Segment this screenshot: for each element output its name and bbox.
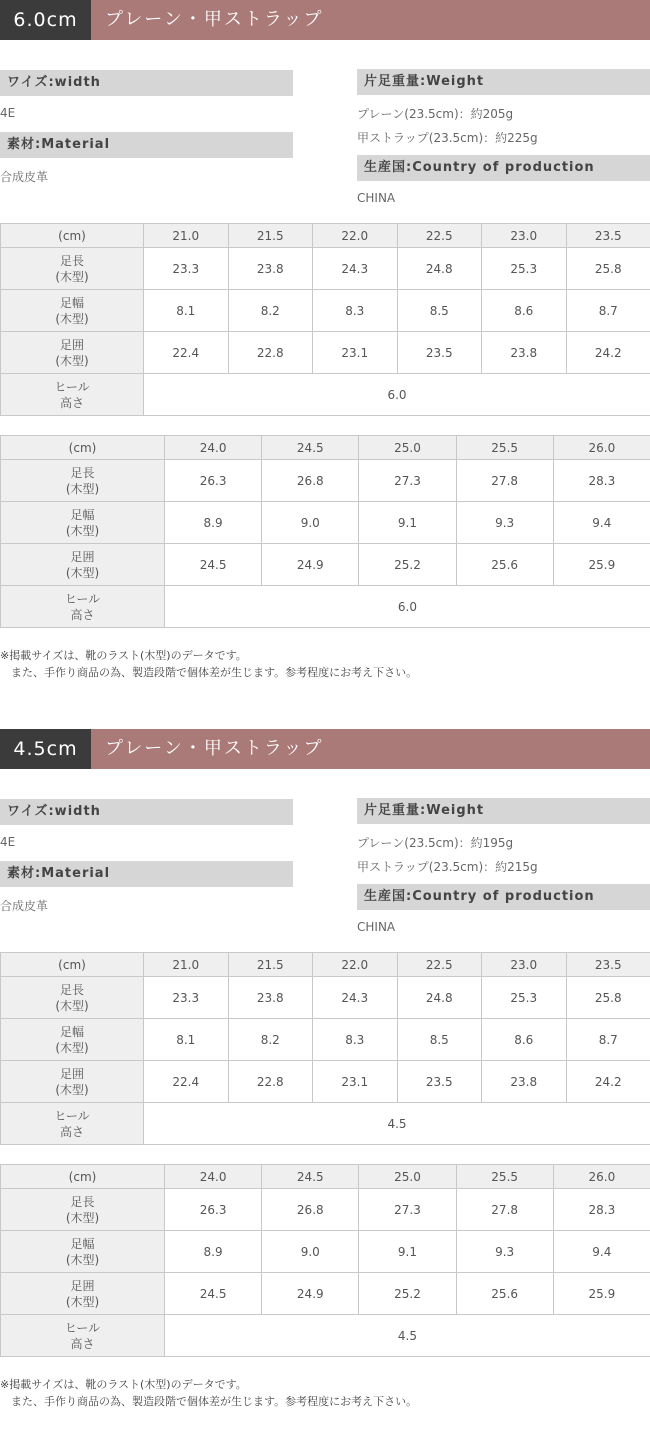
note-line-1: ※掲載サイズは、靴のラスト(木型)のデータです。 (0, 1378, 247, 1391)
foot-girth-value: 25.9 (553, 544, 650, 586)
foot-length-value: 24.3 (313, 248, 398, 290)
size-header: 22.0 (313, 224, 398, 248)
foot-width-row (1, 1019, 650, 1061)
foot-girth-label-line-2: (木型) (55, 353, 89, 368)
size-header: 22.5 (397, 953, 482, 977)
foot-width-row (1, 502, 650, 544)
foot-width-label (1, 502, 165, 544)
heel-height-label-line-2: 高さ (59, 395, 84, 410)
foot-length-value: 25.8 (566, 248, 650, 290)
foot-width-value: 9.1 (359, 502, 456, 544)
table-header-row (1, 1165, 650, 1189)
foot-girth-value: 22.4 (144, 332, 229, 374)
foot-girth-value: 23.5 (397, 1061, 482, 1103)
heel-height-value: 6.0 (144, 374, 650, 416)
width-label: ワイズ:width (0, 799, 293, 825)
section-banner (0, 0, 650, 40)
foot-girth-label-line-2: (木型) (65, 565, 100, 580)
foot-length-value: 24.3 (313, 977, 398, 1019)
unit-header: (cm) (1, 1165, 165, 1189)
size-header: 26.0 (553, 1165, 650, 1189)
foot-length-value: 27.3 (359, 460, 456, 502)
table-header-row (1, 224, 650, 248)
foot-width-value: 9.3 (456, 1231, 553, 1273)
heel-height-value: 4.5 (165, 1315, 650, 1357)
heel-height-row (1, 374, 650, 416)
heel-height-row (1, 1315, 650, 1357)
size-header: 21.5 (228, 953, 313, 977)
foot-width-value: 9.0 (262, 502, 359, 544)
foot-girth-label (1, 332, 144, 374)
foot-length-value: 27.8 (456, 1189, 553, 1231)
country-label: 生産国:Country of production (357, 155, 650, 181)
product-name: プレーン・甲ストラップ (105, 9, 324, 30)
foot-girth-value: 23.1 (313, 1061, 398, 1103)
table-header-row (1, 953, 650, 977)
foot-width-value: 8.6 (482, 290, 567, 332)
foot-width-value: 9.4 (553, 1231, 650, 1273)
heel-height-label-line-1: ヒール (64, 591, 101, 606)
foot-girth-label (1, 1061, 144, 1103)
foot-length-value: 26.8 (262, 460, 359, 502)
weight-label: 片足重量:Weight (357, 69, 650, 95)
foot-length-value: 23.3 (144, 977, 229, 1019)
foot-width-value: 8.7 (566, 290, 650, 332)
foot-length-label-line-2: (木型) (65, 481, 100, 496)
size-header: 21.0 (144, 224, 229, 248)
foot-width-value: 8.9 (165, 1231, 262, 1273)
foot-girth-row (1, 332, 650, 374)
foot-length-value: 23.8 (228, 248, 313, 290)
note-line-2: また、手作り商品の為、製造段階で個体差が生じます。参考程度にお考え下さい。 (0, 1395, 418, 1408)
foot-girth-label-line-1: 足囲 (70, 1278, 95, 1293)
foot-length-value: 25.8 (566, 977, 650, 1019)
foot-length-label (1, 248, 144, 290)
foot-width-value: 8.1 (144, 1019, 229, 1061)
foot-girth-value: 23.8 (482, 332, 567, 374)
width-label: ワイズ:width (0, 70, 293, 96)
heel-height-value: 6.0 (165, 586, 650, 628)
size-header: 21.0 (144, 953, 229, 977)
heel-size-label: 4.5cm (0, 729, 91, 769)
foot-girth-row (1, 1273, 650, 1315)
size-header: 24.5 (262, 436, 359, 460)
foot-width-value: 9.3 (456, 502, 553, 544)
country-label: 生産国:Country of production (357, 884, 650, 910)
foot-girth-label-line-1: 足囲 (70, 549, 95, 564)
size-header: 24.0 (165, 436, 262, 460)
foot-width-label-line-2: (木型) (65, 1252, 100, 1267)
foot-length-label-line-1: 足長 (59, 253, 84, 268)
foot-length-label (1, 977, 144, 1019)
unit-header: (cm) (1, 953, 144, 977)
foot-length-value: 25.3 (482, 977, 567, 1019)
country-value: CHINA (357, 191, 396, 205)
foot-girth-value: 25.6 (456, 544, 553, 586)
unit-header: (cm) (1, 436, 165, 460)
table-header-row (1, 436, 650, 460)
foot-width-value: 8.3 (313, 290, 398, 332)
foot-girth-value: 24.5 (165, 1273, 262, 1315)
foot-girth-value: 25.2 (359, 1273, 456, 1315)
foot-width-value: 8.5 (397, 290, 482, 332)
size-header: 25.5 (456, 1165, 553, 1189)
foot-width-value: 8.2 (228, 1019, 313, 1061)
foot-length-value: 26.3 (165, 1189, 262, 1231)
foot-length-row (1, 460, 650, 502)
foot-length-row (1, 248, 650, 290)
foot-width-label (1, 1019, 144, 1061)
material-value: 合成皮革 (0, 899, 49, 913)
material-label: 素材:Material (0, 861, 293, 887)
foot-girth-value: 23.5 (397, 332, 482, 374)
foot-length-value: 26.8 (262, 1189, 359, 1231)
foot-girth-value: 24.2 (566, 332, 650, 374)
size-table-small (0, 952, 650, 1145)
foot-width-label (1, 290, 144, 332)
size-table-large (0, 435, 650, 628)
weight-strap: 甲ストラップ(23.5cm)：約215g (357, 860, 538, 874)
weight-strap: 甲ストラップ(23.5cm)：約225g (357, 131, 538, 145)
size-table-small (0, 223, 650, 416)
heel-height-label-line-2: 高さ (70, 1336, 95, 1351)
foot-width-value: 8.5 (397, 1019, 482, 1061)
foot-width-label-line-2: (木型) (55, 311, 89, 326)
foot-length-label-line-2: (木型) (65, 1210, 100, 1225)
heel-height-label (1, 586, 165, 628)
size-header: 22.0 (313, 953, 398, 977)
foot-length-value: 28.3 (553, 1189, 650, 1231)
foot-width-label-line-1: 足幅 (70, 507, 95, 522)
foot-girth-label-line-2: (木型) (65, 1294, 100, 1309)
weight-plain: プレーン(23.5cm)：約195g (357, 836, 514, 850)
heel-height-row (1, 1103, 650, 1145)
foot-girth-value: 24.9 (262, 1273, 359, 1315)
size-header: 23.5 (566, 953, 650, 977)
foot-length-label-line-2: (木型) (55, 998, 89, 1013)
foot-length-value: 25.3 (482, 248, 567, 290)
foot-length-value: 28.3 (553, 460, 650, 502)
size-header: 26.0 (553, 436, 650, 460)
heel-height-label (1, 374, 144, 416)
foot-width-label-line-2: (木型) (55, 1040, 89, 1055)
foot-length-value: 23.8 (228, 977, 313, 1019)
material-value: 合成皮革 (0, 170, 49, 184)
size-header: 25.5 (456, 436, 553, 460)
size-header: 24.0 (165, 1165, 262, 1189)
foot-girth-value: 22.4 (144, 1061, 229, 1103)
size-header: 23.5 (566, 224, 650, 248)
foot-width-label-line-2: (木型) (65, 523, 100, 538)
unit-header: (cm) (1, 224, 144, 248)
note-line-2: また、手作り商品の為、製造段階で個体差が生じます。参考程度にお考え下さい。 (0, 666, 418, 679)
size-header: 22.5 (397, 224, 482, 248)
foot-girth-label-line-2: (木型) (55, 1082, 89, 1097)
foot-width-row (1, 1231, 650, 1273)
section-banner (0, 729, 650, 769)
foot-length-row (1, 1189, 650, 1231)
foot-length-value: 26.3 (165, 460, 262, 502)
foot-width-value: 8.2 (228, 290, 313, 332)
size-header: 23.0 (482, 953, 567, 977)
heel-height-label (1, 1103, 144, 1145)
foot-width-value: 8.3 (313, 1019, 398, 1061)
width-value: 4E (0, 835, 16, 849)
size-header: 23.0 (482, 224, 567, 248)
heel-height-label-line-1: ヒール (64, 1320, 101, 1335)
foot-girth-value: 24.5 (165, 544, 262, 586)
foot-length-value: 23.3 (144, 248, 229, 290)
heel-height-label-line-1: ヒール (54, 379, 90, 394)
heel-size-label: 6.0cm (0, 0, 91, 40)
foot-girth-row (1, 1061, 650, 1103)
foot-length-value: 24.8 (397, 977, 482, 1019)
weight-label: 片足重量:Weight (357, 798, 650, 824)
foot-width-label (1, 1231, 165, 1273)
heel-height-label-line-1: ヒール (54, 1108, 90, 1123)
foot-length-label-line-1: 足長 (59, 982, 84, 997)
foot-width-value: 9.0 (262, 1231, 359, 1273)
material-label: 素材:Material (0, 132, 293, 158)
foot-length-label (1, 1189, 165, 1231)
size-header: 24.5 (262, 1165, 359, 1189)
heel-height-label (1, 1315, 165, 1357)
width-value: 4E (0, 106, 16, 120)
heel-height-row (1, 586, 650, 628)
foot-girth-value: 24.2 (566, 1061, 650, 1103)
foot-width-row (1, 290, 650, 332)
foot-length-row (1, 977, 650, 1019)
foot-girth-value: 25.6 (456, 1273, 553, 1315)
foot-girth-value: 22.8 (228, 1061, 313, 1103)
foot-length-label-line-1: 足長 (70, 1194, 95, 1209)
foot-length-value: 24.8 (397, 248, 482, 290)
foot-length-value: 27.3 (359, 1189, 456, 1231)
size-table-large (0, 1164, 650, 1357)
heel-height-label-line-2: 高さ (70, 607, 95, 622)
note-line-1: ※掲載サイズは、靴のラスト(木型)のデータです。 (0, 649, 247, 662)
product-name: プレーン・甲ストラップ (105, 738, 324, 759)
foot-width-value: 9.1 (359, 1231, 456, 1273)
foot-width-value: 8.9 (165, 502, 262, 544)
foot-girth-value: 22.8 (228, 332, 313, 374)
foot-girth-label-line-1: 足囲 (59, 1066, 84, 1081)
size-header: 21.5 (228, 224, 313, 248)
foot-length-label (1, 460, 165, 502)
heel-height-label-line-2: 高さ (59, 1124, 84, 1139)
foot-length-label-line-2: (木型) (55, 269, 89, 284)
heel-height-value: 4.5 (144, 1103, 650, 1145)
country-value: CHINA (357, 920, 396, 934)
foot-girth-value: 24.9 (262, 544, 359, 586)
foot-width-value: 8.1 (144, 290, 229, 332)
size-header: 25.0 (359, 436, 456, 460)
foot-width-value: 8.6 (482, 1019, 567, 1061)
foot-girth-value: 23.8 (482, 1061, 567, 1103)
foot-girth-label (1, 544, 165, 586)
foot-girth-row (1, 544, 650, 586)
foot-width-label-line-1: 足幅 (59, 1024, 84, 1039)
foot-girth-label (1, 1273, 165, 1315)
weight-plain: プレーン(23.5cm)：約205g (357, 107, 514, 121)
foot-width-label-line-1: 足幅 (59, 295, 84, 310)
foot-width-value: 8.7 (566, 1019, 650, 1061)
foot-girth-value: 25.2 (359, 544, 456, 586)
foot-width-label-line-1: 足幅 (70, 1236, 95, 1251)
foot-girth-value: 23.1 (313, 332, 398, 374)
foot-length-label-line-1: 足長 (70, 465, 95, 480)
foot-width-value: 9.4 (553, 502, 650, 544)
foot-girth-label-line-1: 足囲 (59, 337, 84, 352)
foot-girth-value: 25.9 (553, 1273, 650, 1315)
size-header: 25.0 (359, 1165, 456, 1189)
foot-length-value: 27.8 (456, 460, 553, 502)
